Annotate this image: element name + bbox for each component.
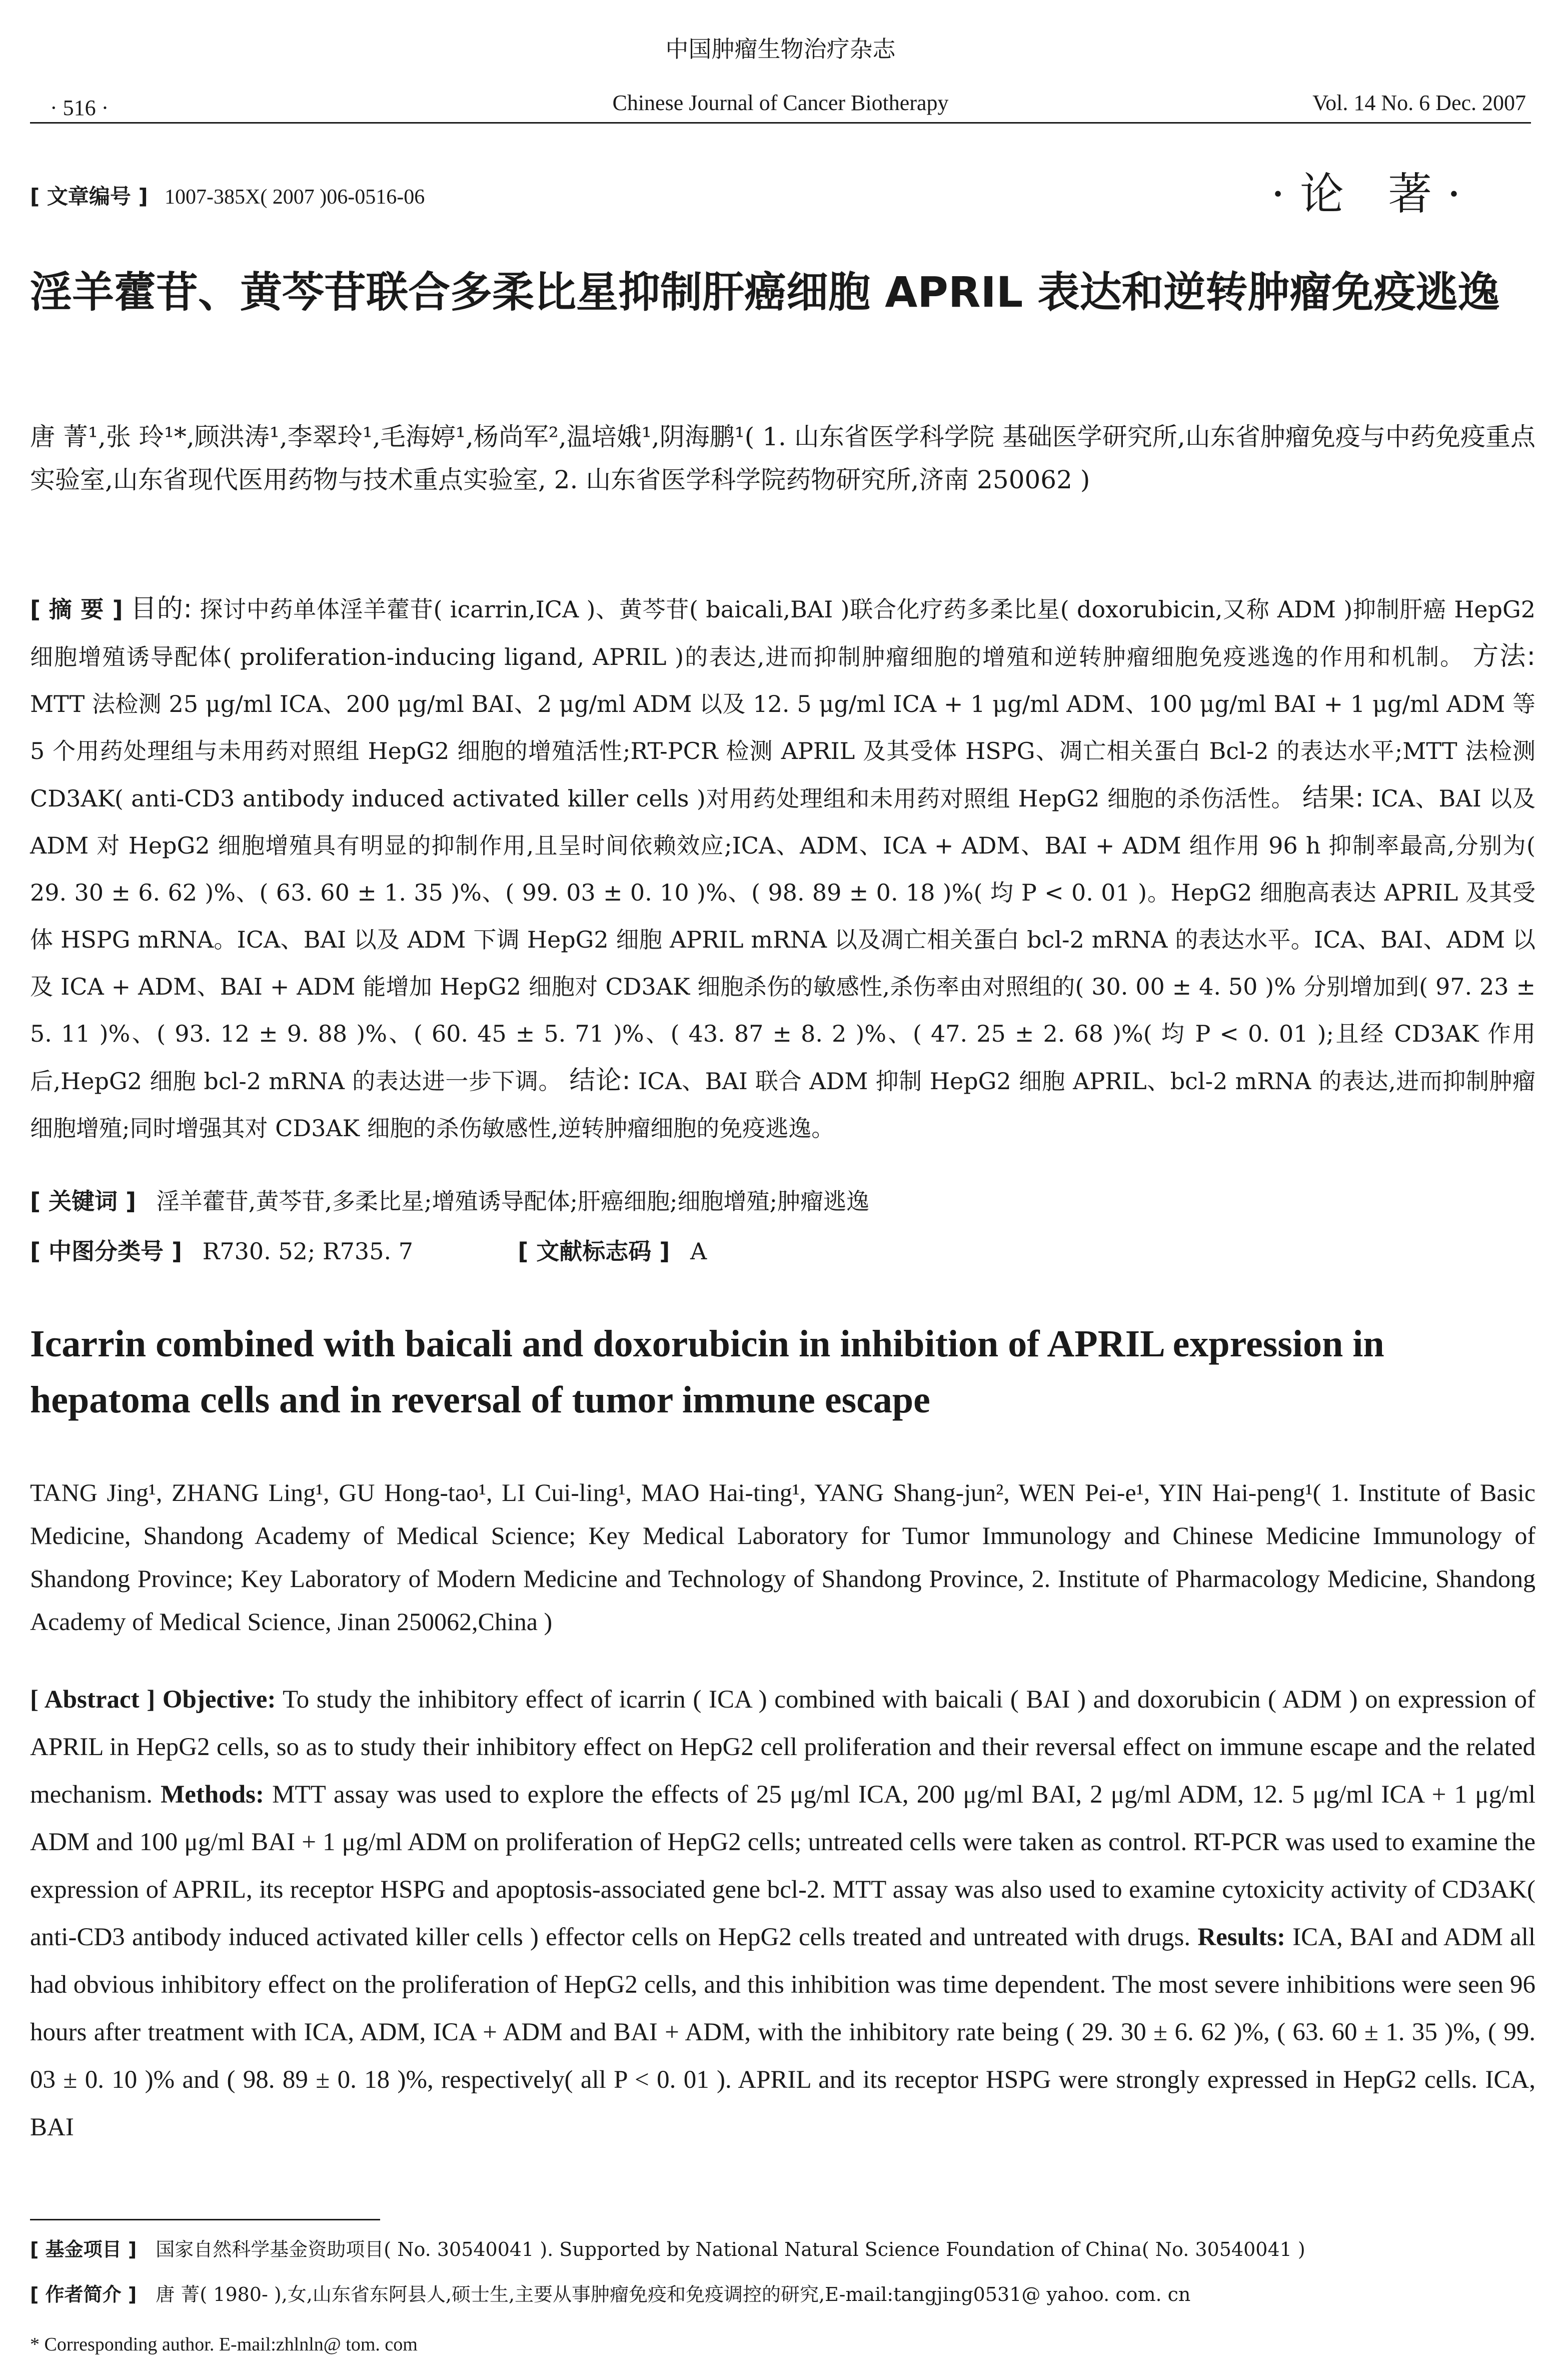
results-text-cn: ICA、BAI 以及 ADM 对 HepG2 细胞增殖具有明显的抑制作用,且呈时间依赖效应;ICA、ADM、ICA + ADM、BAI + ADM 组作用 96 h 抑制率最高,分别为( 29. 30 ± 6. 62 )%、( 63. 60 ± 1. 35 )%、( 99. 03 ± 0. 10 )%、( 98. 89 ± 0. 18 )%( 均 P < 0. 01 )。HepG2 细胞高表达 APRIL 及其受体 HSPG mRNA。ICA、BAI 以及 ADM 下调 HepG2 细胞 APRIL mRNA 以及凋亡相关蛋白 bcl-2 mRNA 的表达水平。ICA、BAI、ADM 以及 ICA + ADM、BAI + ADM 能增加 HepG2 细胞对 CD3AK 细胞杀伤的敏感性,杀伤率由对照组的( 30. 00 ± 4. 50 )% 分别增加到( 97. 23 ± 5. 11 )%、( 93. 12 ± 9. 88 )%、( 60. 45 ± 5. 71 )%、( 43. 87 ± 8. 2 )%、( 47. 25 ± 2. 68 )%( 均 P < 0. 01 );且经 CD3AK 作用后,HepG2 细胞 bcl-2 mRNA 的表达进一步下调。 bbox=[30, 785, 1535, 1095]
english-authors: TANG Jing¹, ZHANG Ling¹, GU Hong-tao¹, LI Cui-ling¹, MAO Hai-ting¹, YANG Shang-jun², WEN Pei-e¹, YIN Hai-peng¹( 1. Institute of Basic Medicine, Shandong Academy of Medical Science; Key Medical Laboratory for Tumor Immunology and Chinese Medicine Immunology of Shandong Province; Key Laboratory of Modern Medicine and Technology of Shandong Province, 2. Institute of Pharmacology Medicine, Shandong Academy of Medical Science, Jinan 250062,China ) bbox=[30, 1478, 1535, 1636]
document-code-label: [ 文献标志码 ] bbox=[518, 1238, 670, 1265]
classification bbox=[30, 1233, 1535, 1266]
methods-text-en: MTT assay was used to explore the effects of 25 μg/ml ICA, 200 μg/ml BAI, 2 μg/ml ADM, 12. 5 μg/ml ICA + 1 μg/ml ADM and 100 μg/ml BAI + 1 μg/ml ADM on proliferation of HepG2 cells; untreated cells were taken as control. RT-PCR was used to examine the expression of APRIL, its receptor HSPG and apoptosis-associated gene bcl-2. MTT assay was also used to examine cytoxicity activity of CD3AK( anti-CD3 antibody induced activated killer cells ) effector cells on HepG2 cells treated and untreated with drugs. bbox=[30, 1781, 1536, 1951]
author-footnote bbox=[30, 2281, 1535, 2307]
journal-name-cn: 中国肿瘤生物治疗杂志 bbox=[665, 36, 896, 63]
conclusion-text-cn: ICA、BAI 联合 ADM 抑制 HepG2 细胞 APRIL、bcl-2 mRNA 的表达,进而抑制肿瘤细胞增殖;同时增强其对 CD3AK 细胞的杀伤敏感性,逆转肿瘤细胞的免疫逃逸。 bbox=[30, 1068, 1535, 1142]
methods-label-en: Methods: bbox=[161, 1781, 264, 1809]
objective-text-cn: 探讨中药单体淫羊藿苷( icarrin,ICA )、黄芩苷( baicali,BAI )联合化疗药多柔比星( doxorubicin,又称 ADM )抑制肝癌 HepG2 细胞增殖诱导配体( proliferation-inducing ligand, APRIL )的表达,进而抑制肿瘤细胞的增殖和逆转肿瘤细胞免疫逃逸的作用和机制。 bbox=[30, 596, 1535, 670]
keywords bbox=[30, 1183, 1535, 1216]
results-text-en: ICA, BAI and ADM all had obvious inhibitory effect on the proliferation of HepG2 cells, and this inhibition was time dependent. The most severe inhibitions were seen 96 hours after treatment with ICA, ADM, ICA + ADM and BAI + ADM, with the inhibitory rate being ( 29. 30 ± 6. 62 )%, ( 63. 60 ± 1. 35 )%, ( 99. 03 ± 0. 10 )% and ( 98. 89 ± 0. 18 )%, respectively( all P < 0. 01 ). APRIL and its receptor HSPG were strongly expressed in HepG2 cells. ICA, BAI bbox=[30, 1923, 1536, 2141]
abstract-label-en: [ Abstract ] bbox=[30, 1686, 156, 1714]
objective-label-cn: 目的: bbox=[131, 594, 192, 624]
corresponding-author: * Corresponding author. E-mail:zhlnln@ tom. com bbox=[30, 2334, 418, 2355]
chinese-authors: 唐 菁¹,张 玲¹*,顾洪涛¹,李翠玲¹,毛海婷¹,杨尚军²,温培娥¹,阴海鹏¹( 1. 山东省医学科学院 基础医学研究所,山东省肿瘤免疫与中药免疫重点实验室,山东省现代医用药物与技术重点实验室, 2. 山东省医学科学院药物研究所,济南 250062 ) bbox=[30, 422, 1535, 494]
volume-info: Vol. 14 No. 6 Dec. 2007 bbox=[1312, 91, 1526, 115]
section-type: ·论 著· bbox=[1271, 168, 1476, 220]
objective-label-en: Objective: bbox=[162, 1686, 276, 1714]
classification-value: R730. 52; R735. 7 bbox=[202, 1238, 413, 1265]
methods-label-cn: 方法: bbox=[1472, 641, 1536, 671]
running-header bbox=[30, 20, 1531, 120]
document-code-value: A bbox=[690, 1238, 707, 1265]
results-label-cn: 结果: bbox=[1302, 783, 1364, 813]
keywords-label: [ 关键词 ] bbox=[30, 1188, 137, 1215]
english-title: Icarrin combined with baicali and doxorubicin in inhibition of APRIL expression in hepatoma cells and in reversal of tumor immune escape bbox=[30, 1323, 1384, 1421]
journal-name-en: Chinese Journal of Cancer Biotherapy bbox=[612, 91, 949, 115]
author-bio-label: [ 作者简介 ] bbox=[30, 2283, 137, 2305]
fund-footnote bbox=[30, 2236, 1535, 2262]
chinese-abstract bbox=[30, 585, 1535, 1152]
results-label-en: Results: bbox=[1197, 1923, 1285, 1951]
fund-label: [ 基金项目 ] bbox=[30, 2238, 137, 2260]
header-rule bbox=[30, 122, 1531, 124]
chinese-title: 淫羊藿苷、黄芩苷联合多柔比星抑制肝癌细胞 APRIL 表达和逆转肿瘤免疫逃逸 bbox=[30, 268, 1500, 317]
article-number bbox=[30, 180, 425, 210]
article-number-value: 1007-385X( 2007 )06-0516-06 bbox=[165, 186, 425, 209]
page-number: · 516 · bbox=[50, 96, 109, 120]
methods-text-cn: MTT 法检测 25 μg/ml ICA、200 μg/ml BAI、2 μg/ml ADM 以及 12. 5 μg/ml ICA + 1 μg/ml ADM、100 μg/ml BAI + 1 μg/ml ADM 等 5 个用药处理组与未用药对照组 HepG2 细胞的增殖活性;RT-PCR 检测 APRIL 及其受体 HSPG、凋亡相关蛋白 Bcl-2 的表达水平;MTT 法检测 CD3AK( anti-CD3 antibody induced activated killer cells )对用药处理组和未用药对照组 HepG2 细胞的杀伤活性。 bbox=[30, 690, 1535, 812]
objective-text-en: To study the inhibitory effect of icarrin ( ICA ) combined with baicali ( BAI ) and doxorubicin ( ADM ) on expression of APRIL in HepG2 cells, so as to study their inhibitory effect on HepG2 cell proliferation and their reversal effect on immune escape and the related mechanism. bbox=[30, 1686, 1535, 1809]
fund-text: 国家自然科学基金资助项目( No. 30540041 ). Supported by National Natural Science Foundation of China( No. 30540041 ) bbox=[156, 2238, 1305, 2260]
footnote-rule bbox=[30, 2219, 380, 2220]
article-number-label: [ 文章编号 ] bbox=[30, 184, 148, 209]
keywords-text: 淫羊藿苷,黄芩苷,多柔比星;增殖诱导配体;肝癌细胞;细胞增殖;肿瘤逃逸 bbox=[156, 1188, 869, 1215]
author-bio-text: 唐 菁( 1980- ),女,山东省东阿县人,硕士生,主要从事肿瘤免疫和免疫调控的研究,E-mail:tangjing0531@ yahoo. com. cn bbox=[156, 2283, 1191, 2305]
english-abstract bbox=[30, 1676, 1535, 2151]
classification-label: [ 中图分类号 ] bbox=[30, 1238, 183, 1265]
abstract-label-cn: [ 摘 要 ] bbox=[30, 596, 123, 623]
conclusion-label-cn: 结论: bbox=[569, 1066, 631, 1096]
